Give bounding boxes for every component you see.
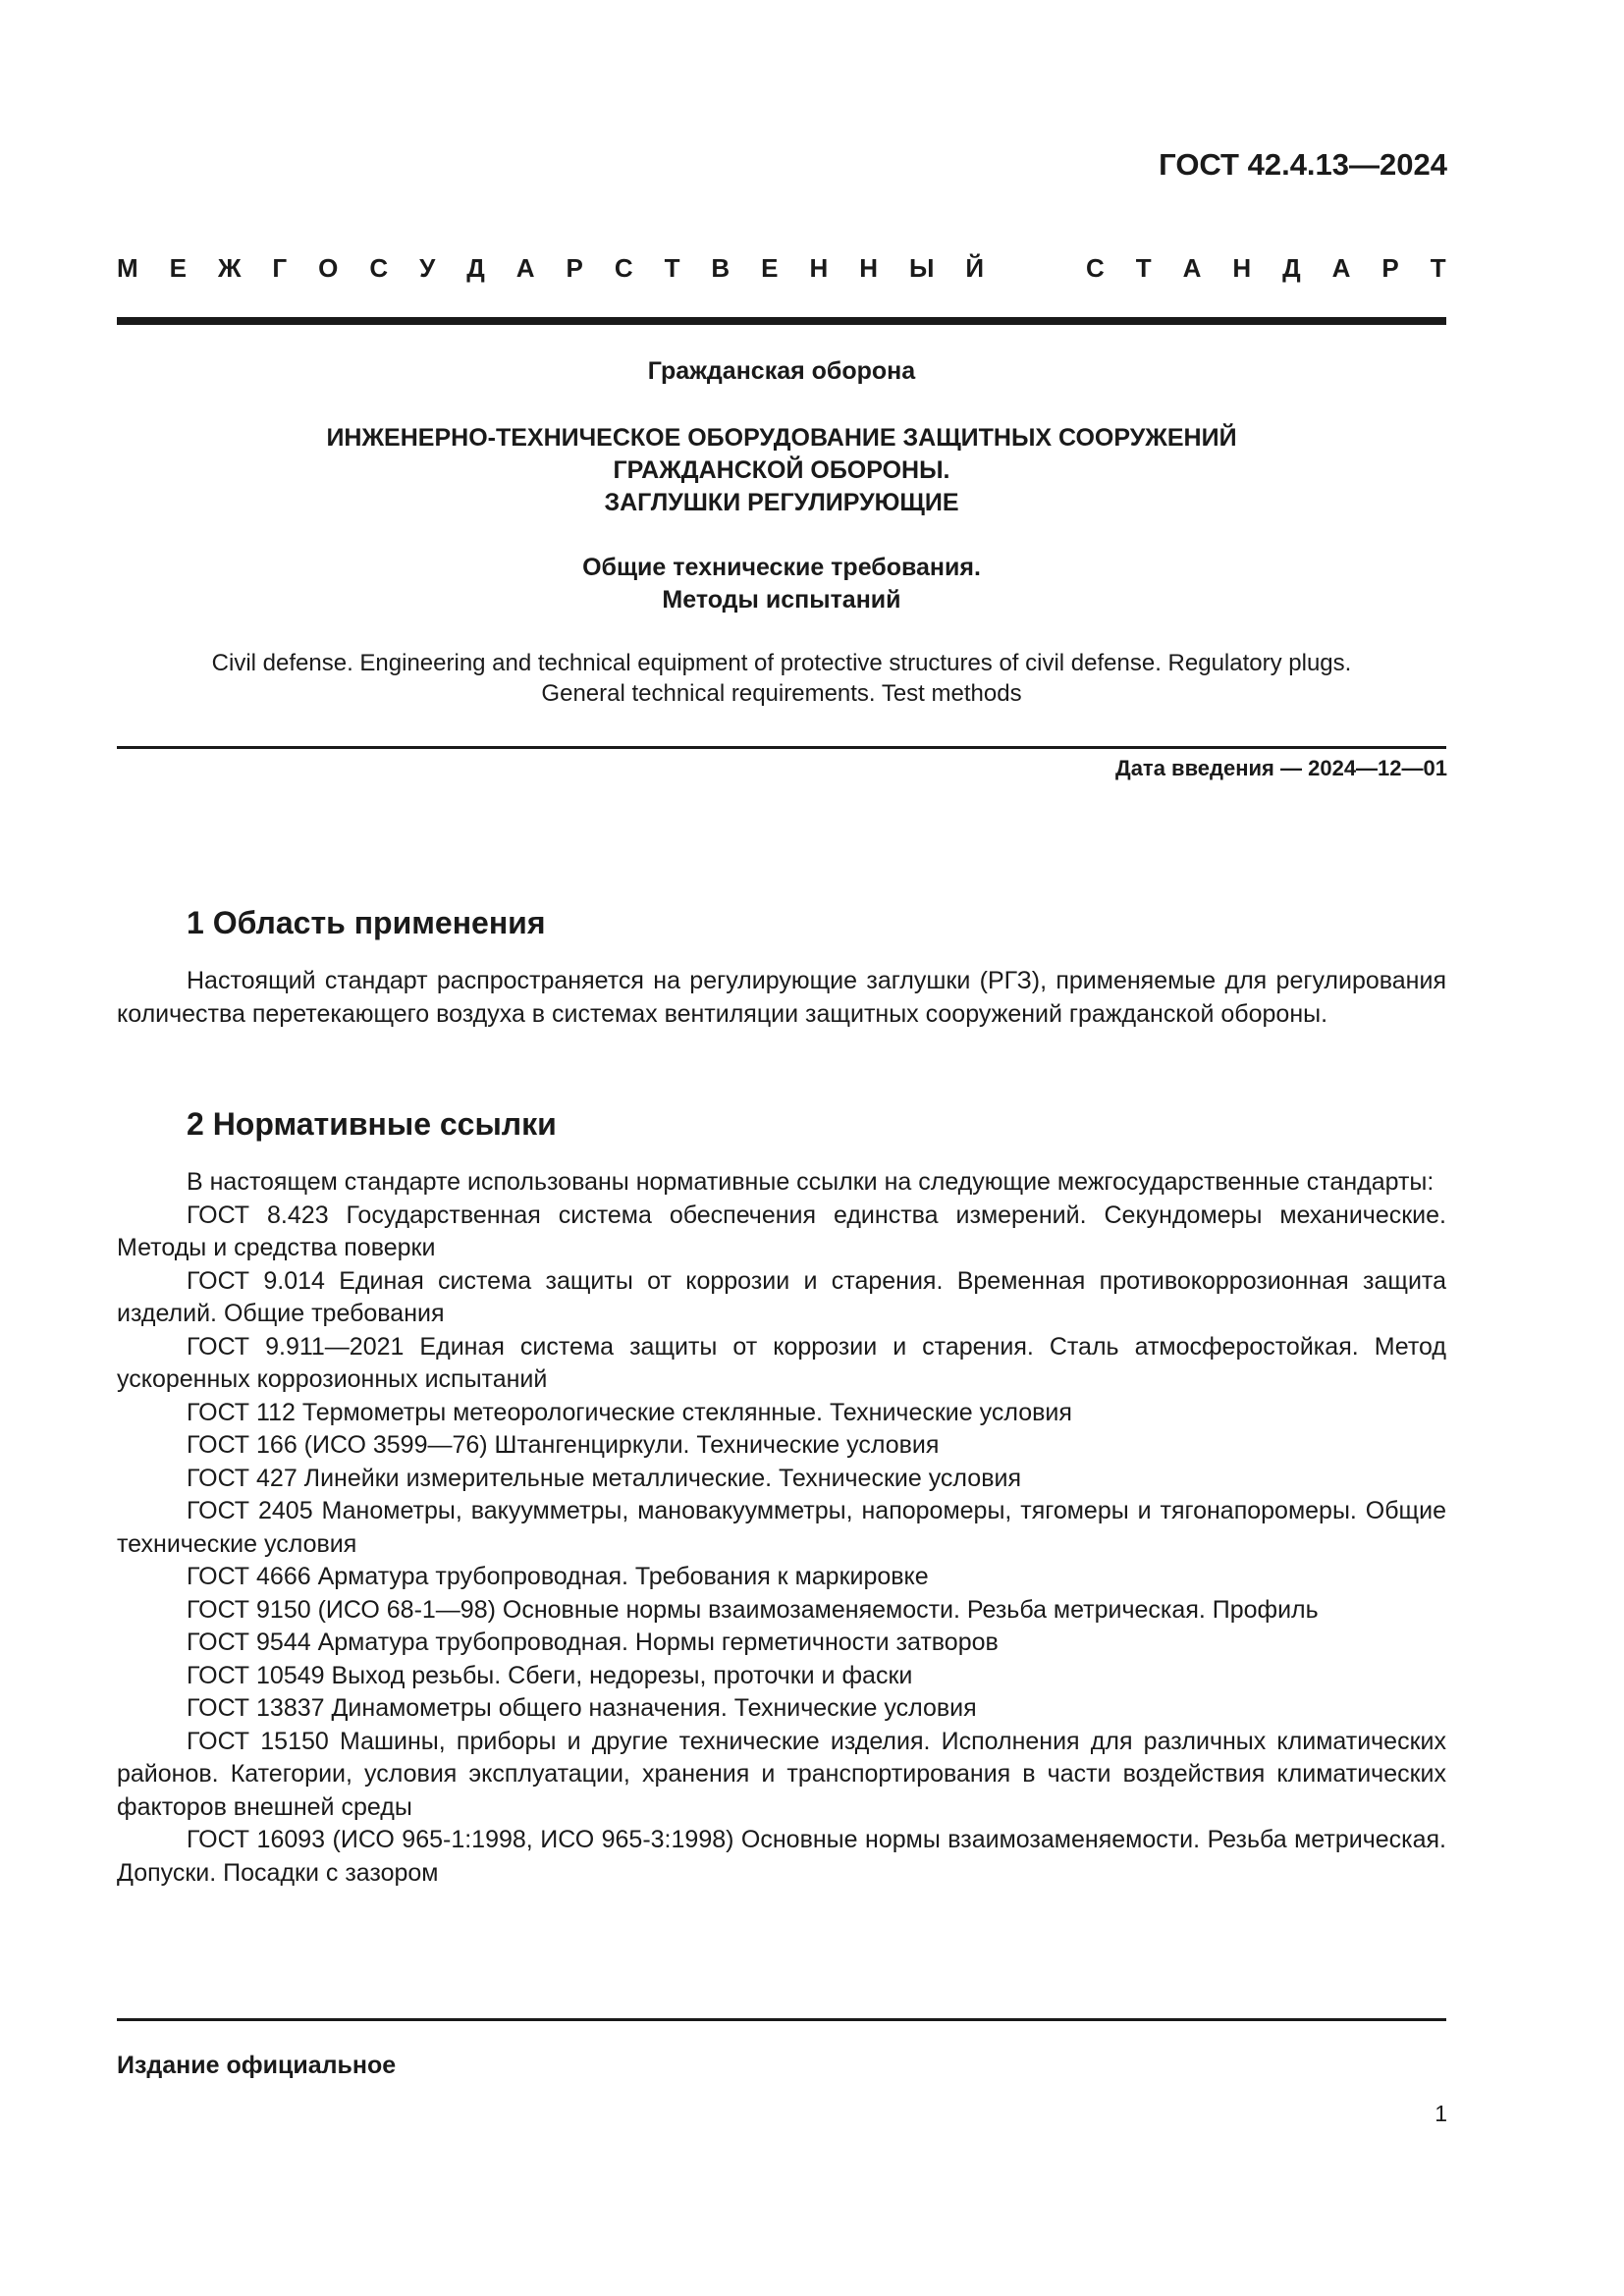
subtitle-line: Методы испытаний: [662, 586, 901, 614]
banner-letter: У: [419, 253, 436, 283]
banner-letter: Е: [169, 253, 187, 283]
normative-reference: ГОСТ 9.911—2021 Единая система защиты от коррозии и старения. Сталь атмосферостойкая. Метод ускоренных коррозионных испытаний: [117, 1332, 1446, 1393]
banner-letter: Р: [566, 253, 583, 283]
banner-letter: Д: [1282, 253, 1301, 283]
banner-letter: Н: [809, 253, 829, 283]
english-title-line: General technical requirements. Test methods: [541, 680, 1022, 707]
subtitle-line: Общие технические требования.: [582, 554, 981, 581]
normative-reference: ГОСТ 10549 Выход резьбы. Сбеги, недорезы, проточки и фаски: [187, 1661, 913, 1689]
normative-reference: ГОСТ 9544 Арматура трубопроводная. Нормы герметичности затворов: [187, 1629, 999, 1656]
normative-reference: ГОСТ 16093 (ИСО 965-1:1998, ИСО 965-3:1998) Основные нормы взаимозаменяемости. Резьба метрическая. Допуски. Посадки с зазором: [117, 1826, 1446, 1887]
banner-letter: Р: [1381, 253, 1399, 283]
page-number: 1: [1435, 2101, 1447, 2126]
normative-reference: ГОСТ 15150 Машины, приборы и другие технические изделия. Исполнения для различных климатических районов. Категории, условия эксплуатации, хранения и транспортирования в части воздействия климатических факторов внешней среды: [117, 1727, 1446, 1821]
english-title-line: Civil defense. Engineering and technical equipment of protective structures of civil defense. Regulatory plugs.: [211, 650, 1352, 676]
section-1-heading: 1 Область применения: [187, 905, 546, 940]
title-english: [117, 648, 1446, 709]
edition-label: Издание официальное: [117, 2052, 397, 2079]
banner-letter: О: [318, 253, 339, 283]
banner-letter: Ж: [217, 253, 242, 283]
effective-date: Дата введения — 2024—12—01: [1115, 756, 1447, 780]
standard-type-banner: [117, 253, 1446, 284]
banner-letter: Г: [272, 253, 288, 283]
normative-reference: ГОСТ 112 Термометры метеорологические стеклянные. Технические условия: [187, 1398, 1072, 1426]
section-2-heading: 2 Нормативные ссылки: [187, 1106, 557, 1142]
banner-letter: С: [614, 253, 633, 283]
banner-letter: М: [117, 253, 138, 283]
banner-letter: С: [1086, 253, 1105, 283]
section-1-paragraph: Настоящий стандарт распространяется на регулирующие заглушки (РГЗ), применяемые для регулирования количества перетекающего воздуха в системах вентиляции защитных сооружений гражданской обороны.: [117, 967, 1446, 1028]
banner-letter: Т: [1430, 253, 1446, 283]
section-2-body: [117, 1166, 1446, 1890]
title-section: Гражданская оборона: [647, 357, 916, 385]
normative-reference: ГОСТ 9.014 Единая система защиты от коррозии и старения. Временная противокоррозионная защита изделий. Общие требования: [117, 1266, 1446, 1327]
section-2-intro: В настоящем стандарте использованы нормативные ссылки на следующие межгосударственные стандарты:: [187, 1168, 1435, 1196]
title-main-line: ЗАГЛУШКИ РЕГУЛИРУЮЩИЕ: [604, 489, 959, 516]
banner-letter: С: [369, 253, 389, 283]
normative-reference: ГОСТ 166 (ИСО 3599—76) Штангенциркули. Технические условия: [187, 1431, 940, 1459]
banner-letter: Й: [965, 253, 985, 283]
normative-reference: ГОСТ 13837 Динамометры общего назначения. Технические условия: [187, 1694, 977, 1722]
section-1-body: [117, 965, 1446, 1031]
normative-reference: ГОСТ 9150 (ИСО 68-1—98) Основные нормы взаимозаменяемости. Резьба метрическая. Профиль: [187, 1595, 1319, 1624]
banner-letter: Е: [761, 253, 779, 283]
title-rule: [117, 746, 1446, 749]
title-subtitle: [117, 552, 1446, 616]
banner-letter: А: [515, 253, 535, 283]
header-rule: [117, 317, 1446, 325]
banner-letter: Н: [1232, 253, 1252, 283]
title-main: [117, 422, 1446, 519]
normative-reference: ГОСТ 8.423 Государственная система обеспечения единства измерений. Секундомеры механические. Методы и средства поверки: [117, 1201, 1446, 1261]
footer-rule: [117, 2018, 1446, 2021]
normative-reference: ГОСТ 427 Линейки измерительные металлические. Технические условия: [187, 1464, 1021, 1492]
banner-letter: А: [1182, 253, 1202, 283]
banner-letter: Ы: [908, 253, 935, 283]
document-code: ГОСТ 42.4.13—2024: [1159, 147, 1447, 182]
normative-reference: ГОСТ 2405 Манометры, вакуумметры, мановакуумметры, напоромеры, тягомеры и тягонапоромеры. Общие технические условия: [117, 1497, 1446, 1558]
normative-reference: ГОСТ 4666 Арматура трубопроводная. Требования к маркировке: [187, 1563, 929, 1590]
banner-letter: В: [711, 253, 731, 283]
banner-letter: Н: [859, 253, 879, 283]
title-main-line: ИНЖЕНЕРНО-ТЕХНИЧЕСКОЕ ОБОРУДОВАНИЕ ЗАЩИТНЫХ СООРУЖЕНИЙ: [326, 424, 1237, 452]
banner-letter: Т: [664, 253, 680, 283]
banner-letter: Т: [1135, 253, 1152, 283]
title-main-line: ГРАЖДАНСКОЙ ОБОРОНЫ.: [613, 456, 950, 484]
banner-letter: А: [1331, 253, 1351, 283]
banner-letter: Д: [466, 253, 485, 283]
